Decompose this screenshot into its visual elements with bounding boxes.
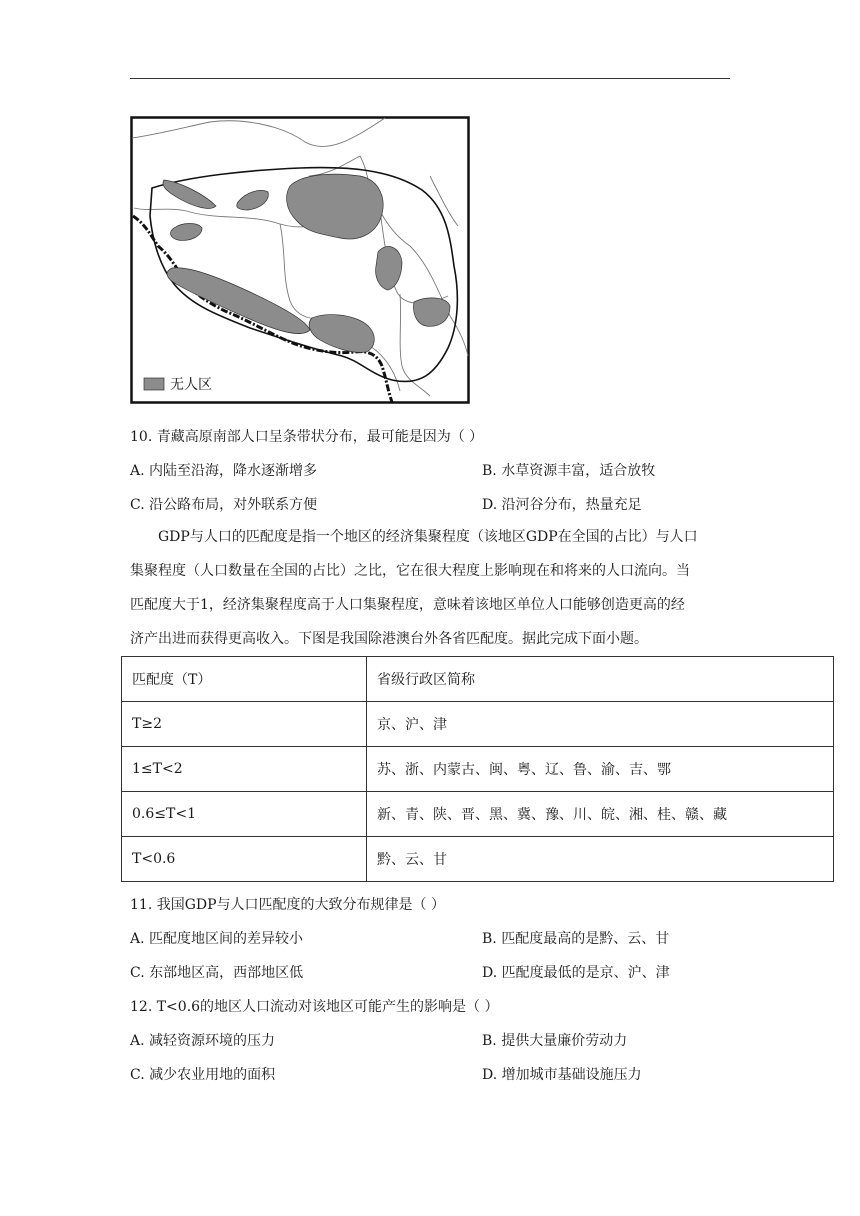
question-11-stem: 11. 我国GDP与人口匹配度的大致分布规律是（ ）	[130, 897, 445, 913]
table-header-cell: 省级行政区简称	[367, 657, 834, 702]
table-header-row	[122, 657, 834, 702]
q12-option-a: A. 减轻资源环境的压力	[130, 1033, 276, 1049]
table-row	[122, 792, 834, 837]
q10-option-d: D. 沿河谷分布，热量充足	[482, 497, 642, 513]
q12-option-c: C. 减少农业用地的面积	[130, 1067, 276, 1083]
legend-label: 无人区	[170, 377, 212, 393]
tibet-plateau-map	[130, 116, 470, 404]
table-row	[122, 702, 834, 747]
table-cell: 1≤T<2	[122, 747, 367, 792]
question-10-stem: 10. 青藏高原南部人口呈条带状分布，最可能是因为（ ）	[130, 429, 484, 445]
passage-line-4: 济产出进而获得更高收入。下图是我国除港澳台外各省匹配度。据此完成下面小题。	[130, 631, 648, 647]
passage	[130, 520, 730, 656]
table-cell: 0.6≤T<1	[122, 792, 367, 837]
table-cell: T<0.6	[122, 837, 367, 882]
table-cell: 京、沪、津	[367, 702, 834, 747]
header-rule	[130, 78, 730, 79]
table-row	[122, 837, 834, 882]
map-frame	[132, 118, 469, 403]
map-figure	[130, 116, 470, 404]
table-header-cell: 匹配度（T）	[122, 657, 367, 702]
question-12-stem: 12. T<0.6的地区人口流动对该地区可能产生的影响是（ ）	[130, 999, 499, 1015]
table-cell: 黔、云、甘	[367, 837, 834, 882]
q10-option-b: B. 水草资源丰富，适合放牧	[482, 463, 656, 479]
q10-option-a: A. 内陆至沿海，降水逐渐增多	[130, 463, 318, 479]
passage-line-1: GDP与人口的匹配度是指一个地区的经济集聚程度（该地区GDP在全国的占比）与人口	[158, 529, 698, 545]
q12-option-b: B. 提供大量廉价劳动力	[482, 1033, 628, 1049]
table-row	[122, 747, 834, 792]
table-cell: T≥2	[122, 702, 367, 747]
table-cell: 新、青、陕、晋、黑、冀、豫、川、皖、湘、桂、赣、藏	[367, 792, 834, 837]
q11-option-b: B. 匹配度最高的是黔、云、甘	[482, 931, 670, 947]
passage-line-3: 匹配度大于1，经济集聚程度高于人口集聚程度，意味着该地区单位人口能够创造更高的经	[130, 597, 685, 613]
q11-option-c: C. 东部地区高，西部地区低	[130, 965, 304, 981]
table-cell: 苏、浙、内蒙古、闽、粤、辽、鲁、渝、吉、鄂	[367, 747, 834, 792]
q12-option-d: D. 增加城市基础设施压力	[482, 1067, 642, 1083]
q11-option-d: D. 匹配度最低的是京、沪、津	[482, 965, 670, 981]
legend-swatch	[144, 378, 164, 390]
q11-option-a: A. 匹配度地区间的差异较小	[130, 931, 304, 947]
match-degree-table	[121, 656, 834, 882]
passage-line-2: 集聚程度（人口数量在全国的占比）之比，它在很大程度上影响现在和将来的人口流向。当	[130, 563, 690, 579]
q10-option-c: C. 沿公路布局，对外联系方便	[130, 497, 318, 513]
